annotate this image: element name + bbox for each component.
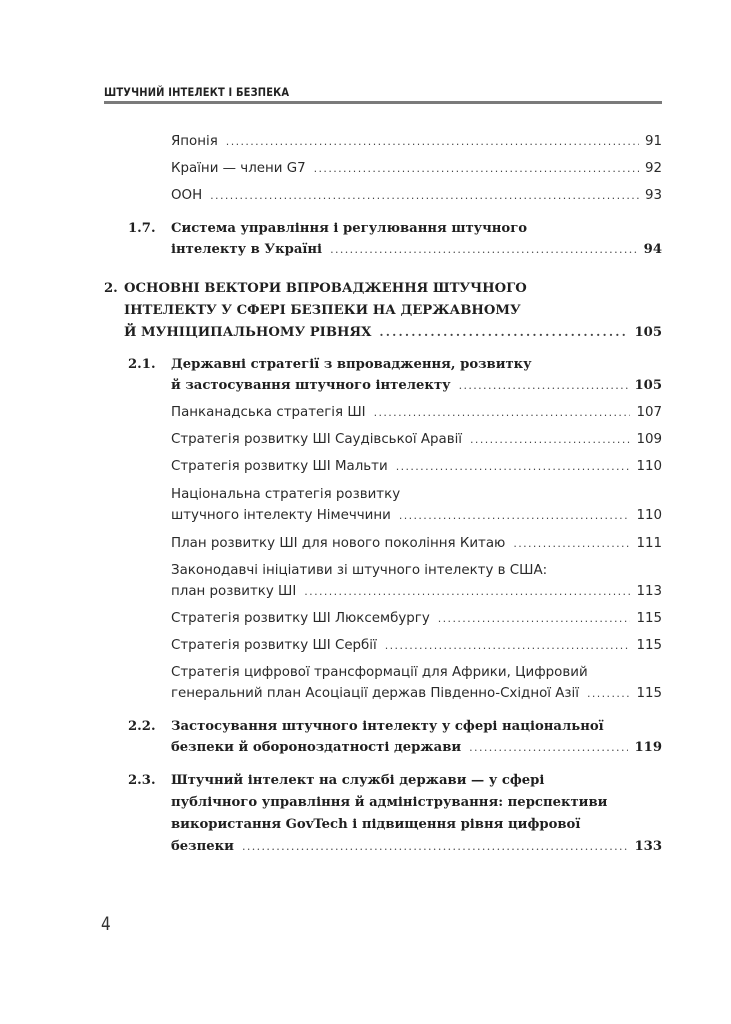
toc-entry-africa-line2[interactable]: [171, 685, 662, 703]
dot-leader: [396, 458, 631, 476]
toc-entry-malta[interactable]: [171, 458, 662, 476]
toc-entry-serbia[interactable]: [171, 637, 662, 655]
toc-entry-title: Стратегія розвитку ШІ Саудівської Аравії: [171, 432, 463, 447]
toc-entry-title-cont: генеральний план Асоціації держав Південно-Східної Азії: [171, 686, 579, 701]
toc-page-number: 111: [636, 536, 662, 551]
toc-chapter-2-line2[interactable]: [124, 302, 521, 320]
toc-entry-title: Законодавчі ініціативи зі штучного інтелекту в США:: [171, 563, 548, 578]
toc-page-number: 119: [634, 740, 662, 755]
toc-entry-title-cont: штучного інтелекту Німеччини: [171, 508, 391, 523]
dot-leader: [469, 739, 628, 757]
toc-entry-germany-line1[interactable]: [171, 486, 400, 504]
chapter-number: 2.: [104, 281, 118, 296]
toc-page-number: 92: [644, 161, 662, 176]
dot-leader: [459, 377, 629, 395]
toc-entry-title: Країни — члени G7: [171, 161, 306, 176]
toc-page-number: 133: [634, 839, 662, 854]
toc-section-title-cont: й застосування штучного інтелекту: [171, 378, 451, 393]
toc-page-number: 93: [644, 188, 662, 203]
toc-page-number: 113: [636, 584, 662, 599]
toc-section-2-3-line1[interactable]: [171, 772, 544, 790]
toc-chapter-title-cont: Й МУНІЦИПАЛЬНОМУ РІВНЯХ: [124, 325, 372, 340]
toc-entry-canada[interactable]: [171, 404, 662, 422]
toc-page-number: 105: [634, 378, 662, 393]
dot-leader: [330, 241, 638, 259]
dot-leader: [513, 535, 630, 553]
toc-entry-title-cont: план розвитку ШІ: [171, 584, 297, 599]
toc-entry-title: Японія: [171, 134, 218, 149]
dot-leader: [210, 187, 639, 205]
dot-leader: [470, 431, 630, 449]
section-number: 1.7.: [128, 221, 156, 236]
toc-section-title: Застосування штучного інтелекту у сфері національної: [171, 719, 604, 734]
toc-entry-title: Стратегія цифрової трансформації для Африки, Цифровий: [171, 665, 588, 680]
page-number: 4: [101, 913, 111, 935]
toc-entry-title: Стратегія розвитку ШІ Люксембургу: [171, 611, 430, 626]
toc-entry-saudi-arabia[interactable]: [171, 431, 662, 449]
toc-page-number: 109: [636, 432, 662, 447]
toc-chapter-2-line3[interactable]: [124, 323, 662, 341]
toc-chapter-title-cont: ІНТЕЛЕКТУ У СФЕРІ БЕЗПЕКИ НА ДЕРЖАВНОМУ: [124, 303, 521, 318]
dot-leader: [304, 583, 630, 601]
toc-page-number: 94: [643, 242, 662, 257]
toc-entry-germany-line2[interactable]: [171, 507, 662, 525]
running-title: ШТУЧНИЙ ІНТЕЛЕКТ І БЕЗПЕКА: [104, 85, 290, 99]
toc-section-title-cont: безпеки й обороноздатності держави: [171, 740, 462, 755]
toc-page-number: 115: [636, 638, 662, 653]
dot-leader: [314, 160, 639, 178]
dot-leader: [226, 133, 639, 151]
toc-section-title: Штучний інтелект на службі держави — у сфері: [171, 773, 545, 788]
toc-section-title: Державні стратегії з впровадження, розвитку: [171, 357, 532, 372]
toc-section-title: Система управління і регулювання штучного: [171, 221, 528, 236]
section-number: 2.2.: [128, 719, 156, 734]
toc-section-2-2-line2[interactable]: [171, 739, 662, 757]
dot-leader: [242, 838, 629, 856]
toc-page-number: 110: [636, 508, 662, 523]
section-number: 2.1.: [128, 357, 156, 372]
toc-entry-china[interactable]: [171, 535, 662, 553]
toc-entry-luxembourg[interactable]: [171, 610, 662, 628]
toc-section-2-3-line3[interactable]: [171, 816, 580, 834]
dot-leader: [374, 404, 631, 422]
toc-page-number: 115: [636, 686, 662, 701]
toc-entry-usa-line1[interactable]: [171, 562, 547, 580]
dot-leader: [438, 610, 631, 628]
toc-entry-japan[interactable]: [171, 133, 662, 151]
toc-section-2-3-line4[interactable]: [171, 838, 662, 856]
toc-chapter-title: ОСНОВНІ ВЕКТОРИ ВПРОВАДЖЕННЯ ШТУЧНОГО: [124, 281, 527, 296]
toc-entry-title: План розвитку ШІ для нового покоління Китаю: [171, 536, 506, 551]
toc-section-2-2-line1[interactable]: [171, 718, 604, 736]
toc-entry-africa-line1[interactable]: [171, 664, 588, 682]
dot-leader: [379, 323, 628, 341]
toc-page-number: 107: [636, 405, 662, 420]
toc-page-number: 110: [636, 459, 662, 474]
toc-page-number: 115: [636, 611, 662, 626]
toc-entry-un[interactable]: [171, 187, 662, 205]
toc-entry-title: Національна стратегія розвитку: [171, 487, 401, 502]
dot-leader: [587, 685, 630, 703]
toc-section-1-7-line1[interactable]: [171, 220, 527, 238]
toc-page-number: 105: [634, 325, 662, 340]
dot-leader: [385, 637, 631, 655]
toc-page-number: 91: [644, 134, 662, 149]
toc-section-1-7-line2[interactable]: [171, 241, 662, 259]
toc-section-2-3-line2[interactable]: [171, 794, 607, 812]
toc-entry-title: Панканадська стратегія ШІ: [171, 405, 366, 420]
toc-entry-title: Стратегія розвитку ШІ Мальти: [171, 459, 388, 474]
toc-section-title-cont: використання GovTech і підвищення рівня цифрової: [171, 817, 581, 832]
toc-entry-g7[interactable]: [171, 160, 662, 178]
toc-section-title-cont: безпеки: [171, 839, 234, 854]
section-number: 2.3.: [128, 773, 156, 788]
toc-entry-title: Стратегія розвитку ШІ Сербії: [171, 638, 377, 653]
toc-entry-title: ООН: [171, 188, 203, 203]
toc-entry-usa-line2[interactable]: [171, 583, 662, 601]
toc-section-2-1-line1[interactable]: [171, 356, 532, 374]
toc-section-title-cont: інтелекту в Україні: [171, 242, 323, 257]
toc-chapter-2-line1[interactable]: [124, 280, 527, 298]
toc-section-title-cont: публічного управління й адміністрування: перспективи: [171, 795, 608, 810]
dot-leader: [399, 507, 631, 525]
toc-section-2-1-line2[interactable]: [171, 377, 662, 395]
